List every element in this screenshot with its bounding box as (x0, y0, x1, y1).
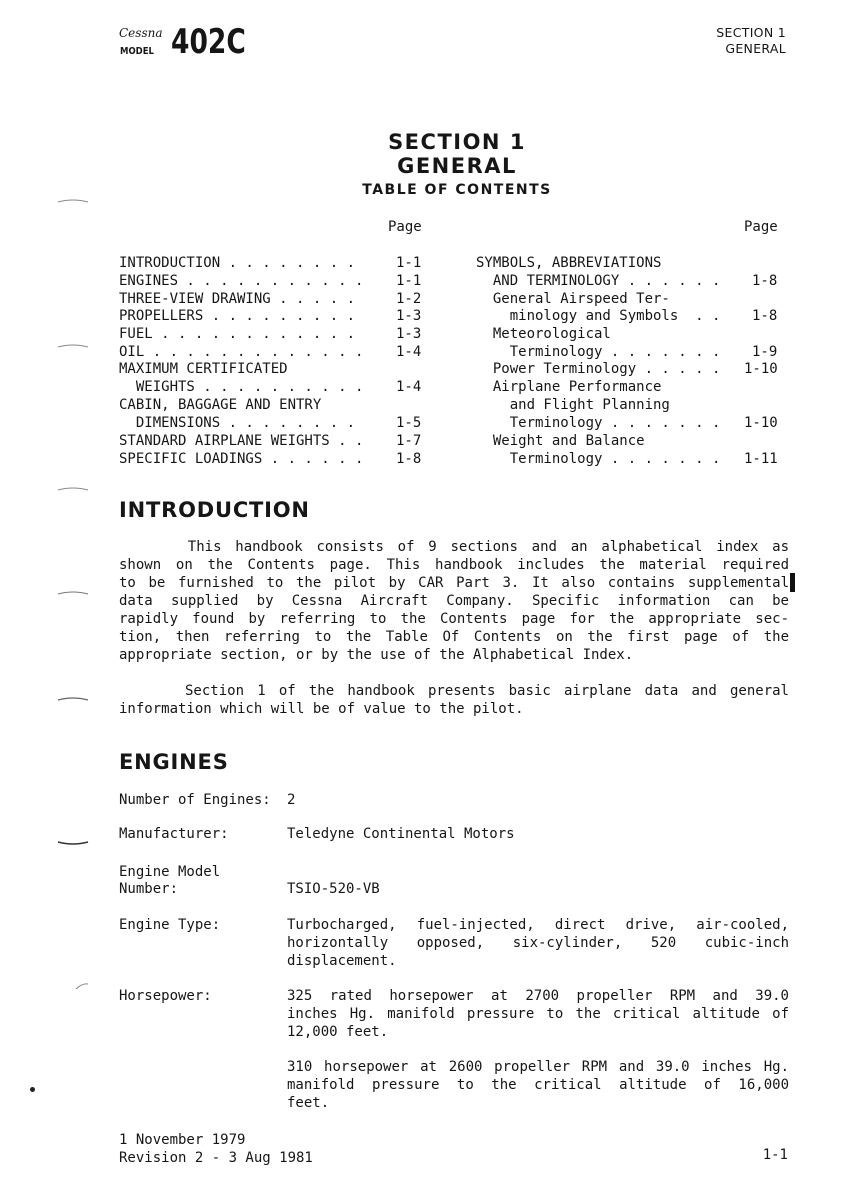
toc-entry[interactable]: SYMBOLS, ABBREVIATIONS (476, 255, 662, 271)
toc-entry[interactable]: and Flight Planning (476, 397, 670, 413)
toc-entry[interactable]: minology and Symbols . . (476, 308, 721, 324)
punch-mark (56, 981, 90, 987)
toc-entry[interactable]: SPECIFIC LOADINGS . . . . . . (119, 451, 364, 467)
engine-type-value (287, 916, 789, 970)
toc-entry[interactable]: Meteorological (476, 326, 611, 342)
paragraph-line: data supplied by Cessna Aircraft Company. Specific information can be (119, 593, 789, 609)
title-section: SECTION 1 (388, 130, 526, 154)
value-line: 12,000 feet. (287, 1024, 389, 1040)
brand-name: Cessna (119, 26, 163, 40)
toc-entry[interactable]: WEIGHTS . . . . . . . . . . (119, 379, 364, 395)
toc-page: 1-10 (744, 361, 778, 377)
horsepower-value-2 (287, 1058, 789, 1112)
paragraph-line: tion, then referring to the Table Of Contents on the first page of the (119, 629, 789, 645)
toc-page: 1-10 (744, 415, 778, 431)
toc-page: 1-8 (752, 273, 778, 289)
toc-entry[interactable]: Terminology . . . . . . . (476, 451, 721, 467)
toc-page-label-right: Page (744, 219, 778, 235)
paragraph-line: information which will be of value to the pilot. (119, 701, 524, 717)
paragraph-line: to be furnished to the pilot by CAR Part 3. It also contains supplemental (119, 575, 789, 591)
page-title (330, 130, 584, 200)
horsepower-label: Horsepower: (119, 988, 212, 1004)
toc-page: 1-3 (396, 308, 422, 324)
scan-dot (30, 1087, 35, 1092)
toc-entry[interactable]: Terminology . . . . . . . (476, 415, 721, 431)
number-of-engines-value: 2 (287, 792, 296, 808)
toc-entry[interactable]: Airplane Performance (476, 379, 662, 395)
footer-dates (119, 1131, 313, 1167)
toc-page: 1-2 (396, 291, 422, 307)
punch-mark (56, 344, 90, 350)
toc-entry[interactable]: INTRODUCTION . . . . . . . . (119, 255, 356, 271)
cessna-402c-logo (119, 20, 259, 62)
toc-entry[interactable]: THREE-VIEW DRAWING . . . . . (119, 291, 356, 307)
toc-page: 1-11 (744, 451, 778, 467)
page-number: 1-1 (762, 1147, 788, 1163)
introduction-paragraph-2 (119, 682, 789, 718)
toc-entry[interactable]: CABIN, BAGGAGE AND ENTRY (119, 397, 322, 413)
header-section: SECTION 1 (716, 25, 786, 40)
title-general: GENERAL (397, 154, 517, 178)
toc-entry[interactable]: ENGINES . . . . . . . . . . . (119, 273, 364, 289)
punch-mark (56, 840, 90, 846)
toc-entry[interactable]: DIMENSIONS . . . . . . . . (119, 415, 356, 431)
toc-page: 1-8 (396, 451, 422, 467)
value-line: displacement. (287, 953, 397, 969)
toc-entry[interactable]: MAXIMUM CERTIFICATED (119, 361, 288, 377)
toc-entry[interactable]: AND TERMINOLOGY . . . . . . (476, 273, 721, 289)
number-of-engines-label: Number of Engines: (119, 792, 271, 808)
paragraph-line: This handbook consists of 9 sections and an alphabetical index as (119, 539, 789, 555)
toc-page: 1-8 (752, 308, 778, 324)
toc-entry[interactable]: Terminology . . . . . . . (476, 344, 721, 360)
value-line: inches Hg. manifold pressure to the critical altitude of (287, 1006, 789, 1022)
toc-entry[interactable]: Weight and Balance (476, 433, 645, 449)
header-section-name: GENERAL (725, 41, 786, 56)
paragraph-line: rapidly found by referring to the Contents page for the appropriate sec- (119, 611, 789, 627)
toc-entry[interactable]: FUEL . . . . . . . . . . . . (119, 326, 356, 342)
value-line: manifold pressure to the critical altitude of 16,000 (287, 1077, 789, 1093)
footer-revision: Revision 2 - 3 Aug 1981 (119, 1150, 313, 1166)
toc-page: 1-5 (396, 415, 422, 431)
punch-mark (56, 487, 90, 493)
engine-model-label-1: Engine Model (119, 864, 221, 880)
value-line: 325 rated horsepower at 2700 propeller RPM and 39.0 (287, 988, 789, 1004)
running-header (716, 25, 786, 57)
toc-page-label-left: Page (388, 219, 422, 235)
engines-heading: ENGINES (119, 750, 229, 774)
toc-entry[interactable]: OIL . . . . . . . . . . . . . (119, 344, 364, 360)
engine-type-label: Engine Type: (119, 917, 221, 933)
engine-model-label-2: Number: (119, 881, 179, 897)
toc-entry[interactable]: PROPELLERS . . . . . . . . . (119, 308, 356, 324)
footer-date: 1 November 1979 (119, 1132, 246, 1148)
paragraph-line: shown on the Contents page. This handbook includes the material required (119, 557, 789, 573)
value-line: horizontally opposed, six-cylinder, 520 cubic-inch (287, 935, 789, 951)
toc-page: 1-4 (396, 344, 422, 360)
toc-entry[interactable]: Power Terminology . . . . . (476, 361, 721, 377)
model-number: 402C (171, 22, 246, 62)
toc-page: 1-4 (396, 379, 422, 395)
horsepower-value-1 (287, 987, 789, 1041)
toc-page: 1-7 (396, 433, 422, 449)
toc-page: 1-1 (396, 273, 422, 289)
punch-mark (56, 591, 90, 597)
paragraph-line: appropriate section, or by the use of the Alphabetical Index. (119, 647, 634, 663)
toc-page: 1-1 (396, 255, 422, 271)
introduction-paragraph-1 (119, 538, 789, 664)
introduction-heading: INTRODUCTION (119, 498, 310, 522)
value-line: Turbocharged, fuel-injected, direct drive, air-cooled, (287, 917, 789, 933)
value-line: feet. (287, 1095, 330, 1111)
paragraph-line: Section 1 of the handbook presents basic airplane data and general (119, 683, 789, 699)
model-prefix: MODEL (120, 46, 154, 57)
manufacturer-label: Manufacturer: (119, 826, 229, 842)
revision-bar (790, 573, 795, 592)
toc-page: 1-9 (752, 344, 778, 360)
manufacturer-value: Teledyne Continental Motors (287, 826, 515, 842)
toc-page: 1-3 (396, 326, 422, 342)
punch-mark (56, 199, 90, 205)
engine-model-value: TSIO-520-VB (287, 881, 380, 897)
title-toc: TABLE OF CONTENTS (362, 182, 552, 198)
toc-entry[interactable]: STANDARD AIRPLANE WEIGHTS . . (119, 433, 364, 449)
value-line: 310 horsepower at 2600 propeller RPM and 39.0 inches Hg. (287, 1059, 789, 1075)
punch-mark (56, 697, 90, 703)
toc-entry[interactable]: General Airspeed Ter- (476, 291, 670, 307)
